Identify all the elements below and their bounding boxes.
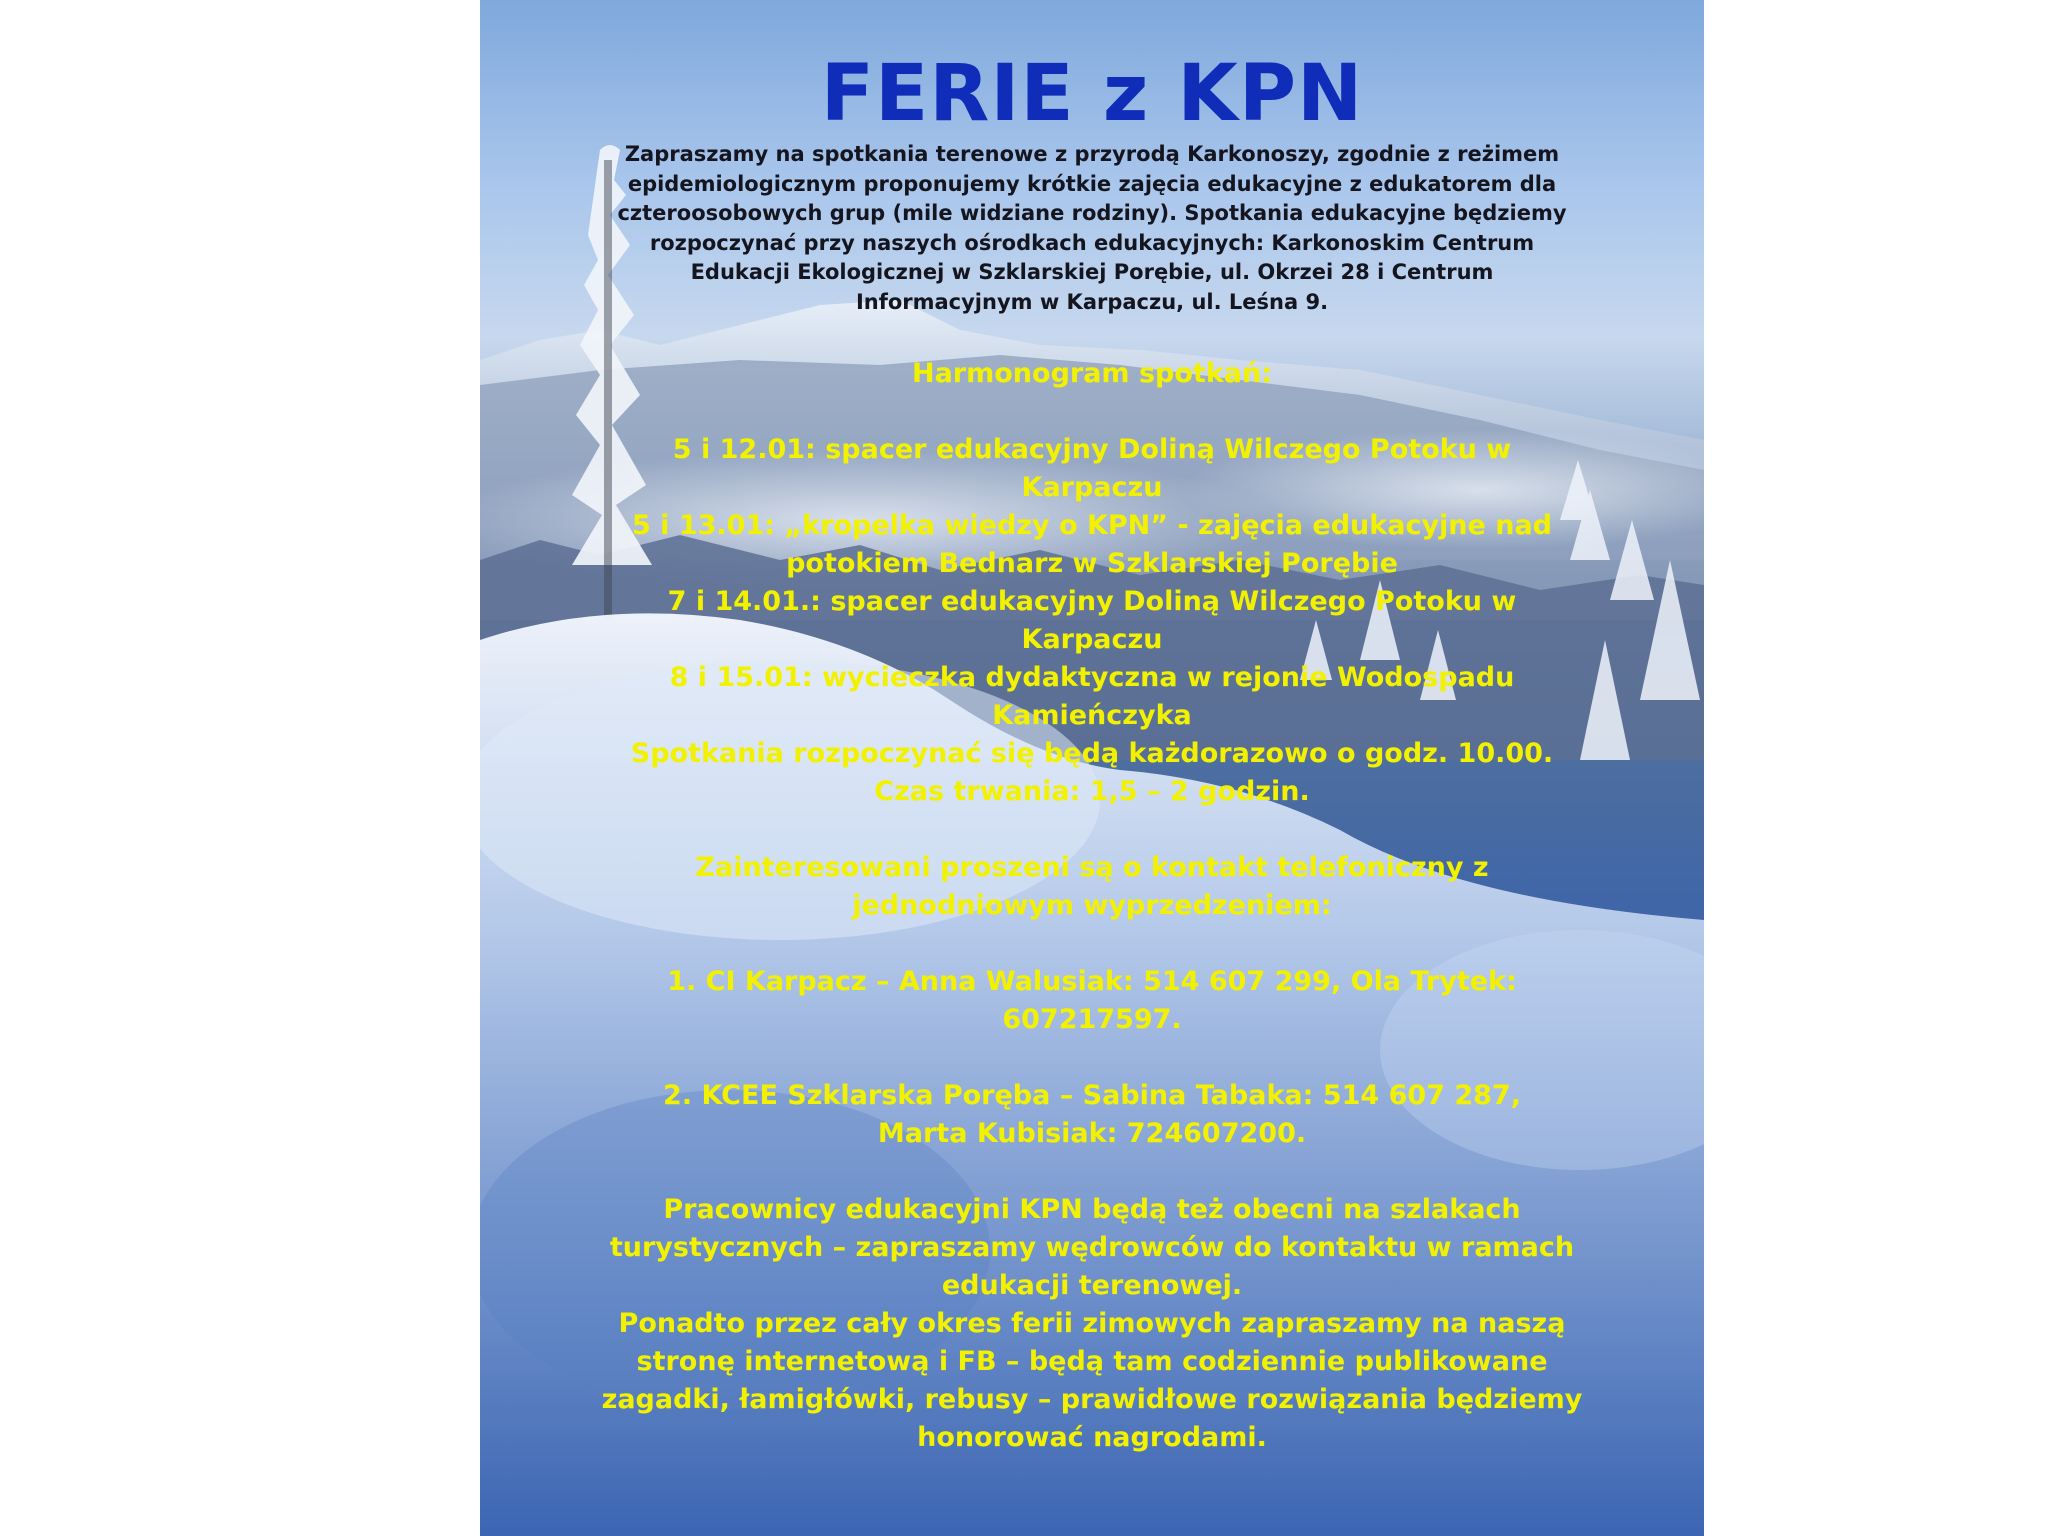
contact-intro-line: jednodniowym wyprzedzeniem: (852, 890, 1332, 921)
poster-content (480, 48, 1704, 1457)
closing-line: edukacji terenowej. (941, 1270, 1243, 1301)
closing-line: honorować nagrodami. (917, 1422, 1267, 1453)
intro-line: Informacyjnym w Karpaczu, ul. Leśna 9. (855, 289, 1329, 314)
contact-karpacz (567, 963, 1617, 1039)
closing-line: turystycznych – zapraszamy wędrowców do kontaktu w ramach (609, 1232, 1575, 1263)
schedule-heading: Harmonogram spotkań: (911, 358, 1273, 389)
schedule-line: 5 i 12.01: spacer edukacyjny Doliną Wilczego Potoku w (672, 434, 1512, 465)
intro-line: czteroosobowych grup (mile widziane rodziny). Spotkania edukacyjne będziemy (617, 201, 1567, 225)
contact-line: 607217597. (1002, 1004, 1182, 1035)
closing-line: Pracownicy edukacyjni KPN będą też obecni na szlakach (663, 1194, 1521, 1225)
schedule-line: Karpaczu (1021, 624, 1163, 655)
schedule-line: Kamieńczyka (992, 700, 1192, 731)
schedule-line: Czas trwania: 1,5 – 2 godzin. (874, 776, 1310, 807)
poster-title: FERIE z KPN (820, 49, 1364, 139)
schedule-line: 8 i 15.01: wycieczka dydaktyczna w rejonie Wodospadu (669, 662, 1515, 693)
poster (480, 0, 1704, 1536)
contact-line: 2. KCEE Szklarska Poręba – Sabina Tabaka: 514 607 287, (663, 1080, 1521, 1111)
intro-line: rozpoczynać przy naszych ośrodkach edukacyjnych: Karkonoskim Centrum (649, 230, 1535, 255)
closing-line: zagadki, łamigłówki, rebusy – prawidłowe rozwiązania będziemy (601, 1384, 1583, 1415)
contact-szklarska-poreba (567, 1077, 1617, 1153)
closing-line: stronę internetową i FB – będą tam codziennie publikowane (636, 1346, 1548, 1377)
closing-paragraph (567, 1191, 1617, 1457)
schedule-line: 5 i 13.01: „kropelka wiedzy o KPN” - zajęcia edukacyjne nad (631, 510, 1553, 541)
schedule-line: Spotkania rozpoczynać się będą każdorazowo o godz. 10.00. (630, 738, 1554, 769)
schedule-line: Karpaczu (1021, 472, 1163, 503)
schedule-section (567, 355, 1617, 811)
contact-line: Marta Kubisiak: 724607200. (877, 1118, 1307, 1149)
intro-line: epidemiologicznym proponujemy krótkie zajęcia edukacyjne z edukatorem dla (627, 171, 1557, 196)
closing-line: Ponadto przez cały okres ferii zimowych zapraszamy na naszą (618, 1308, 1566, 1339)
schedule-line: potokiem Bednarz w Szklarskiej Porębie (786, 548, 1398, 579)
contact-intro-line: Zainteresowani proszeni są o kontakt telefoniczny z (695, 852, 1489, 883)
intro-line: Edukacji Ekologicznej w Szklarskiej Porębie, ul. Okrzei 28 i Centrum (690, 260, 1494, 284)
intro-line: Zapraszamy na spotkania terenowe z przyrodą Karkonoszy, zgodnie z reżimem (624, 142, 1560, 166)
schedule-line: 7 i 14.01.: spacer edukacyjny Doliną Wilczego Potoku w (667, 586, 1517, 617)
intro-paragraph (592, 140, 1592, 317)
contact-line: 1. CI Karpacz – Anna Walusiak: 514 607 299, Ola Trytek: (667, 966, 1517, 997)
contact-intro (567, 849, 1617, 925)
